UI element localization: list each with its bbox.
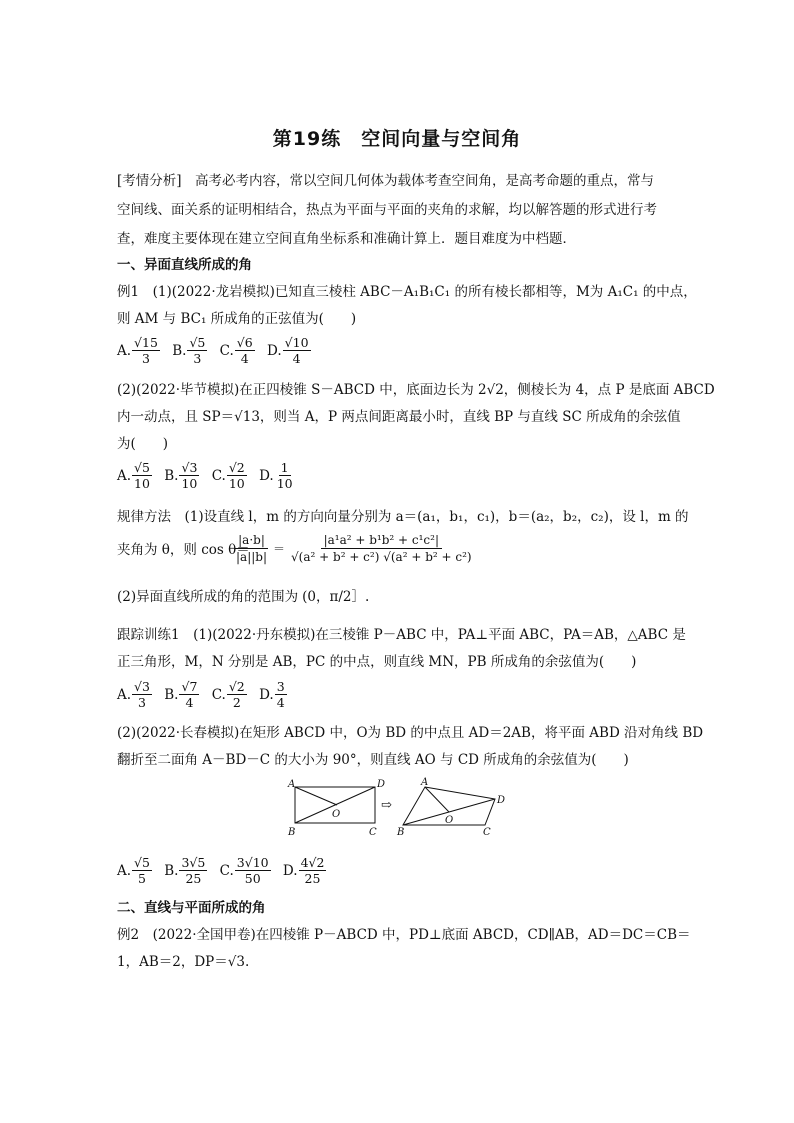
option-fraction (299, 855, 327, 886)
label-d: D (377, 779, 386, 790)
example1-q2-options (117, 460, 303, 491)
option-d (283, 855, 327, 886)
option-fraction (132, 855, 152, 886)
option-c (212, 679, 247, 710)
option-fraction (132, 679, 152, 710)
denominator: 2 (232, 695, 241, 710)
example1-q2-line2: 内一动点，且 SP＝√13，则当 A，P 两点间距离最小时，直线 BP 与直线 SC 所成角的余弦值 (117, 409, 681, 425)
label-o-folded: O (445, 815, 454, 826)
range-text: (2)异面直线所成的角的范围为 (117, 589, 299, 605)
track1-q1-line1: 跟踪训练1 (1)(2022·丹东模拟)在三棱锥 P－ABC 中，PA⊥平面 ABC，PA＝AB，△ABC 是 (117, 627, 686, 643)
option-c (212, 460, 247, 491)
option-fraction (179, 855, 207, 886)
method-line1: 规律方法 (1)设直线 l，m 的方向向量分别为 a＝(a₁，b₁，c₁)，b＝(a₂，b₂，c₂)，设 l，m 的 (117, 509, 689, 525)
numerator: 1 (280, 460, 289, 475)
denominator: 3 (193, 351, 202, 366)
denominator: 25 (304, 871, 321, 886)
formula-fraction-1 (233, 532, 270, 565)
method-line2: 夹角为 θ，则 cos θ＝ (117, 542, 250, 558)
option-fraction (132, 335, 160, 366)
option-fraction (235, 855, 271, 886)
option-fraction (179, 679, 199, 710)
method-line3 (117, 585, 369, 605)
analysis-line-1: [考情分析] 高考必考内容，常以空间几何体为载体考查空间角，是高考命题的重点，常与 (117, 173, 655, 189)
option-label: B. (172, 342, 187, 359)
label-a-folded: A (421, 777, 429, 788)
option-label: A. (117, 342, 132, 359)
denominator: 10 (228, 476, 245, 491)
label-o: O (332, 809, 341, 820)
numerator: √7 (181, 679, 198, 694)
label-c-folded: C (483, 827, 491, 838)
numerator: √3 (134, 679, 150, 694)
option-fraction (283, 335, 311, 366)
numerator: 4√2 (300, 855, 325, 870)
numerator: √3 (181, 460, 198, 475)
track1-q2-line1: (2)(2022·长春模拟)在矩形 ABCD 中，O为 BD 的中点且 AD＝2AB，将平面 ABD 沿对角线 BD (117, 725, 704, 741)
denominator: 4 (292, 351, 301, 366)
example2-line2: 1，AB＝2，DP＝√3. (117, 954, 250, 970)
label-a: A (288, 779, 296, 790)
label-b-folded: B (397, 827, 405, 838)
label-b: B (288, 827, 296, 838)
formula-equals: ＝ (273, 542, 286, 556)
section-heading-2: 二、直线与平面所成的角 (117, 900, 266, 916)
option-a (117, 335, 160, 366)
option-d (259, 679, 287, 710)
formula-numerator-2: |a¹a² + b¹b² + c¹c²| (321, 532, 442, 549)
denominator: 10 (276, 476, 293, 491)
example1-q2-line3: 为( ) (117, 436, 169, 452)
option-b (164, 460, 199, 491)
option-label: C. (219, 342, 234, 359)
label-d-folded: D (497, 795, 506, 806)
option-a (117, 460, 152, 491)
numerator: 3√10 (236, 855, 269, 870)
denominator: 50 (244, 871, 261, 886)
option-b (172, 335, 207, 366)
analysis-line-3: 查，难度主要体现在建立空间直角坐标系和准确计算上．题目难度为中档题． (117, 231, 576, 247)
option-label: D. (259, 686, 274, 703)
folding-figure (285, 777, 515, 839)
option-label: A. (117, 862, 132, 879)
denominator: 5 (138, 871, 146, 886)
formula-denominator-1: |a||b| (236, 550, 268, 564)
example1-q2-line1: (2)(2022·毕节模拟)在正四棱锥 S－ABCD 中，底面边长为 2√2，侧棱长为 4，点 P 是底面 ABCD (117, 382, 715, 398)
section-heading-1: 一、异面直线所成的角 (117, 257, 252, 273)
option-fraction (179, 460, 199, 491)
option-fraction (275, 679, 287, 710)
option-fraction (227, 460, 247, 491)
option-label: C. (211, 686, 226, 703)
numerator: √2 (228, 679, 245, 694)
numerator: √5 (134, 460, 150, 475)
example2-line1: 例2 (2022·全国甲卷)在四棱锥 P－ABCD 中，PD⊥底面 ABCD，CD∥AB，AD＝DC＝CB＝ (117, 927, 691, 943)
example1-q1-line2: 则 AM 与 BC₁ 所成角的正弦值为( ) (117, 311, 357, 327)
numerator: √6 (236, 335, 253, 350)
numerator: 3√5 (181, 855, 206, 870)
denominator: 25 (185, 871, 202, 886)
option-label: C. (211, 467, 226, 484)
option-label: B. (164, 467, 179, 484)
denominator: 3 (138, 695, 146, 710)
formula-fraction-2 (288, 532, 475, 565)
label-c: C (369, 827, 377, 838)
option-label: A. (117, 467, 132, 484)
formula-denominator-2: √(a² + b² + c²) √(a² + b² + c²) (291, 550, 472, 564)
denominator: 10 (181, 476, 198, 491)
segment-ao (295, 787, 337, 805)
option-a (117, 855, 152, 886)
option-d (267, 335, 311, 366)
range-interval: (0，π/2］. (302, 589, 370, 605)
numerator: √10 (284, 335, 309, 350)
numerator: √2 (228, 460, 245, 475)
option-fraction (187, 335, 207, 366)
option-fraction (275, 460, 295, 491)
option-label: D. (267, 342, 282, 359)
example1-q1-line1: 例1 (1)(2022·龙岩模拟)已知直三棱柱 ABC－A₁B₁C₁ 的所有棱长都相等，M为 A₁C₁ 的中点， (117, 284, 697, 300)
track1-q1-options (117, 679, 295, 710)
track1-q1-line2: 正三角形，M，N 分别是 AB，PC 的中点，则直线 MN，PB 所成角的余弦值为( ) (117, 654, 637, 670)
option-c (220, 855, 271, 886)
option-fraction (235, 335, 255, 366)
option-a (117, 679, 152, 710)
denominator: 4 (240, 351, 249, 366)
option-fraction (227, 679, 247, 710)
option-label: A. (117, 686, 132, 703)
arrow-icon: ⇨ (381, 798, 392, 813)
denominator: 4 (185, 695, 194, 710)
option-fraction (132, 460, 152, 491)
numerator: 3 (276, 679, 285, 694)
option-label: D. (259, 467, 274, 484)
numerator: √15 (134, 335, 158, 350)
denominator: 4 (276, 695, 285, 710)
formula-numerator-1: |a·b| (235, 532, 268, 549)
example1-q1-options (117, 335, 319, 366)
numerator: √5 (189, 335, 206, 350)
track1-q2-line2: 翻折至二面角 A－BD－C 的大小为 90°，则直线 AO 与 CD 所成角的余弦值为( ) (117, 752, 629, 768)
option-c (220, 335, 255, 366)
option-label: C. (219, 862, 234, 879)
numerator: √5 (134, 855, 150, 870)
denominator: 10 (134, 476, 150, 491)
option-label: B. (164, 862, 179, 879)
analysis-line-2: 空间线、面关系的证明相结合，热点为平面与平面的夹角的求解，均以解答题的形式进行考 (117, 202, 657, 218)
denominator: 3 (142, 351, 150, 366)
page-title: 第19练 空间向量与空间角 (272, 128, 522, 150)
cosine-formula (230, 532, 478, 565)
option-label: B. (164, 686, 179, 703)
option-d (259, 460, 295, 491)
option-b (164, 679, 199, 710)
option-label: D. (282, 862, 298, 879)
track1-q2-options (117, 855, 334, 886)
option-b (164, 855, 207, 886)
